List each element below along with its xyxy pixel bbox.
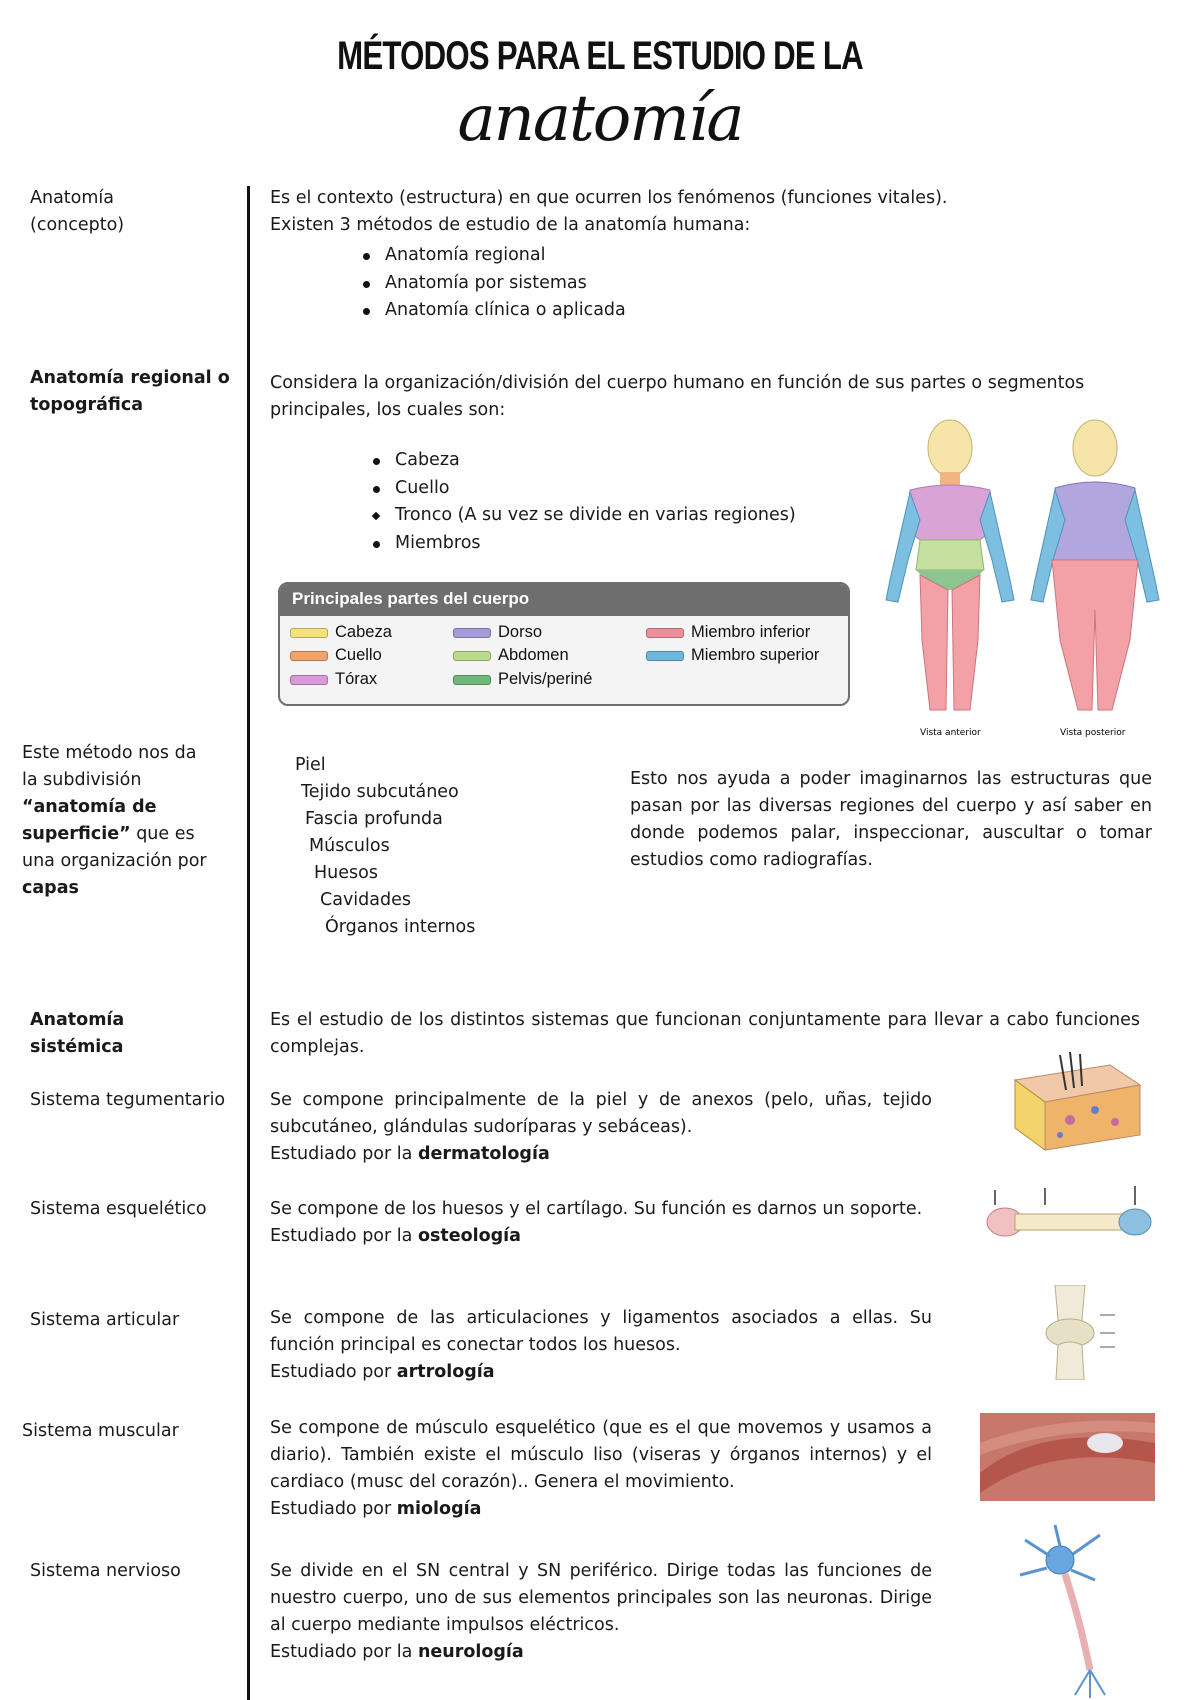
- surface-label: Este método nos da la subdivisión “anatomía de superficie” que es una organización por capas: [22, 743, 207, 898]
- system-description: Se compone de los huesos y el cartílago. Su función es darnos un soporte. Estudiado por la osteología: [270, 1199, 923, 1246]
- anterior-figure: [886, 420, 1014, 738]
- list-item: Órganos internos: [325, 917, 476, 937]
- regional-intro: Considera la organización/división del cuerpo humano en función de sus partes o segmentos principales, los cuales son:: [270, 373, 1085, 420]
- list-item: Miembros: [370, 530, 796, 558]
- system-description: Se compone de las articulaciones y ligamentos asociados a ellas. Su función principal es conectar todos los huesos. Estudiado por artrología: [270, 1308, 932, 1382]
- surface-note: Esto nos ayuda a poder imaginarnos las estructuras que pasan por las diversas regiones del cuerpo y así saber en donde podemos palar, inspeccionar, auscultar o tomar estudios como radiografías.: [630, 769, 1152, 870]
- swatch-miembro-inferior: [646, 628, 684, 638]
- list-item: Fascia profunda: [305, 809, 443, 829]
- system-description: Se divide en el SN central y SN periférico. Dirige todas las funciones de nuestro cuerpo, uno de sus elementos principales son las neuronas. Dirige al cuerpo mediante impulsos eléctricos. Estudiado por la neurología: [270, 1561, 932, 1662]
- swatch-dorso: [453, 628, 491, 638]
- list-item: Músculos: [309, 836, 390, 856]
- body-regions-figure: [880, 410, 1180, 740]
- systemic-label: Anatomía sistémica: [30, 1010, 125, 1057]
- legend-item: Cuello: [290, 646, 382, 665]
- system-name: Sistema muscular: [22, 1421, 179, 1441]
- regional-label: Anatomía regional o topográfica: [30, 368, 230, 415]
- list-item: Huesos: [314, 863, 378, 883]
- page-title-script: anatomía: [457, 82, 743, 156]
- system-description: Se compone de músculo esquelético (que es el que movemos y usamos a diario). También existe el músculo liso (viseras y órganos internos) y el cardiaco (musc del corazón).. Genera el movimiento. Estudiado por miología: [270, 1418, 932, 1519]
- system-name: Sistema nervioso: [30, 1561, 181, 1581]
- swatch-torax: [290, 675, 328, 685]
- system-description: Se compone principalmente de la piel y de anexos (pelo, uñas, tejido subcutáneo, glándulas sudoríparas y sebáceas). Estudiado por la dermatología: [270, 1090, 932, 1164]
- swatch-cuello: [290, 651, 328, 661]
- swatch-pelvis: [453, 675, 491, 685]
- legend-item: Miembro inferior: [646, 623, 810, 642]
- system-name: Sistema articular: [30, 1310, 180, 1330]
- list-item: Cabeza: [370, 447, 796, 475]
- legend-item: Pelvis/periné: [453, 670, 592, 689]
- legend-item: Cabeza: [290, 623, 392, 642]
- posterior-figure: [1031, 420, 1159, 738]
- page-title: MÉTODOS PARA EL ESTUDIO DE LA: [337, 34, 863, 78]
- swatch-cabeza: [290, 628, 328, 638]
- concept-definition: Es el contexto (estructura) en que ocurren los fenómenos (funciones vitales).: [270, 188, 948, 208]
- concept-methods-intro: Existen 3 métodos de estudio de la anatomía humana:: [270, 215, 751, 235]
- list-item: Anatomía clínica o aplicada: [360, 297, 626, 325]
- anterior-label: Vista anterior: [920, 728, 981, 738]
- column-divider: [247, 186, 250, 1700]
- list-item: Tronco (A su vez se divide en varias regiones): [370, 502, 796, 530]
- joint-illustration: [1020, 1285, 1130, 1380]
- system-name: Sistema esquelético: [30, 1199, 207, 1219]
- swatch-abdomen: [453, 651, 491, 661]
- list-item: Cuello: [370, 475, 796, 503]
- list-item: Piel: [295, 755, 326, 775]
- list-item: Tejido subcutáneo: [301, 782, 459, 802]
- swatch-miembro-superior: [646, 651, 684, 661]
- muscle-illustration: [980, 1413, 1155, 1501]
- posterior-label: Vista posterior: [1060, 728, 1126, 738]
- neuron-illustration: [1015, 1520, 1140, 1700]
- skin-illustration: [1000, 1050, 1150, 1155]
- bone-illustration: [985, 1180, 1155, 1260]
- list-item: Cavidades: [320, 890, 411, 910]
- legend-item: Miembro superior: [646, 646, 819, 665]
- body-parts-legend: [278, 582, 850, 706]
- list-item: Anatomía por sistemas: [360, 270, 626, 298]
- concept-label: Anatomía (concepto): [30, 188, 125, 235]
- body-parts-list: [370, 447, 796, 557]
- list-item: Anatomía regional: [360, 242, 626, 270]
- legend-item: Dorso: [453, 623, 542, 642]
- legend-item: Tórax: [290, 670, 377, 689]
- layers-list: [295, 752, 475, 941]
- legend-title: Principales partes del cuerpo: [280, 584, 848, 616]
- systemic-intro: Es el estudio de los distintos sistemas que funcionan conjuntamente para llevar a cabo funciones complejas.: [270, 1010, 1140, 1057]
- methods-list: [360, 242, 626, 325]
- system-name: Sistema tegumentario: [30, 1090, 226, 1110]
- legend-item: Abdomen: [453, 646, 569, 665]
